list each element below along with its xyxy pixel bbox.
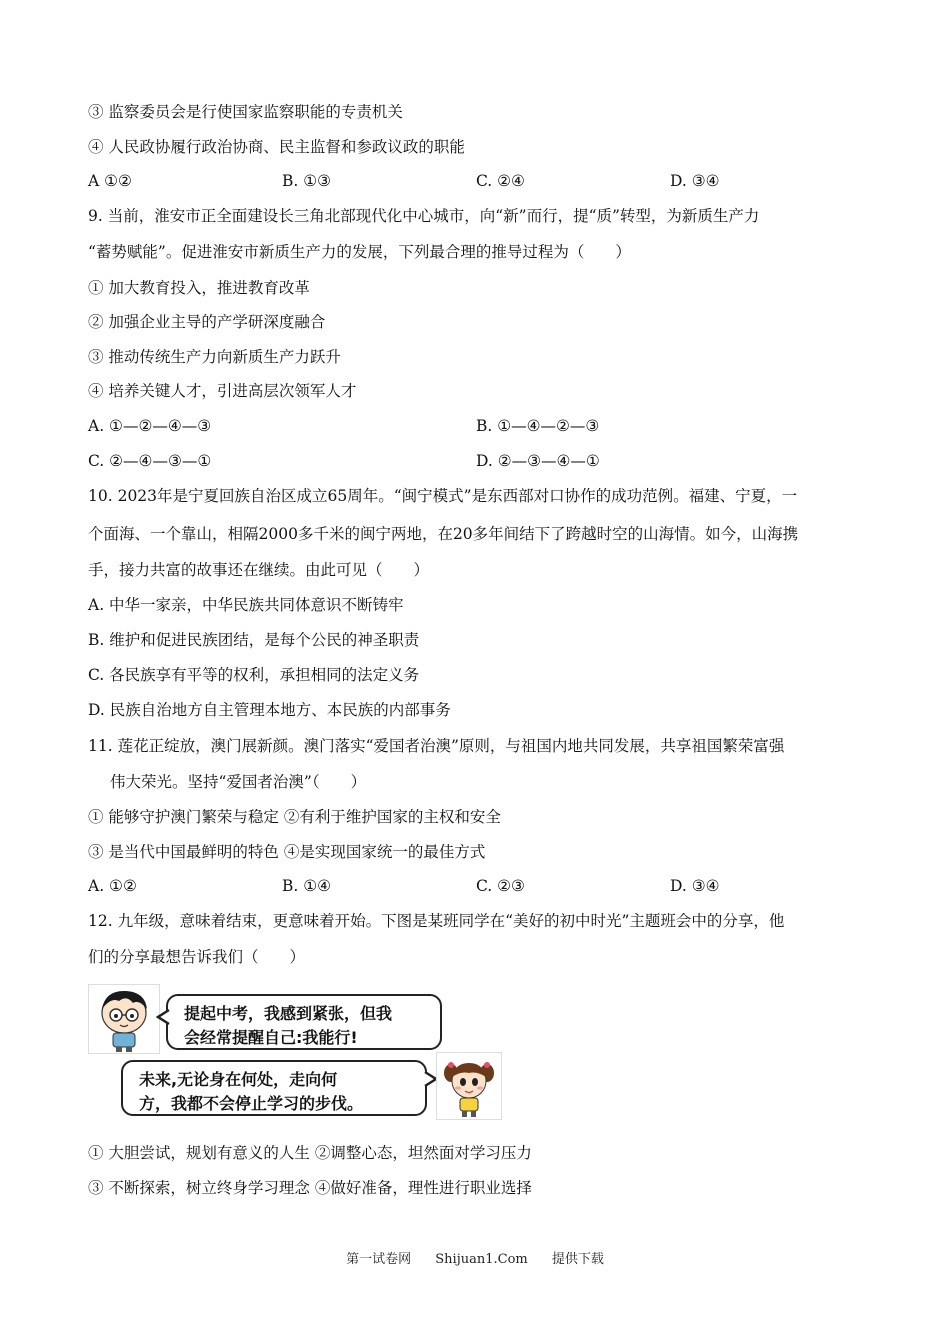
q12-statements-2: ③ 不断探索，树立终身学习理念 ④做好准备，理性进行职业选择 [88,1179,532,1197]
q10-stem-line2: 个面海、一个靠山，相隔2000多千米的闽宁两地，在20多年间结下了跨越时空的山海情。如今，山海携 [88,525,799,543]
q12-stem-line1: 12. 九年级，意味着结束，更意味着开始。下图是某班同学在“美好的初中时光”主题班会中的分享，他 [88,912,785,930]
q12-statements-1: ① 大胆尝试，规划有意义的人生 ②调整心态，坦然面对学习压力 [88,1144,532,1162]
bubble1-line1: 提起中考，我感到紧张，但我 [184,1004,393,1023]
footer-download-note: 提供下载 [551,1252,604,1267]
q11-option-c: C. ②③ [476,877,525,895]
q11-option-a: A. ①② [88,877,137,895]
q9-item-2: ② 加强企业主导的产学研深度融合 [88,313,326,331]
q9-option-a: A. ①—②—④—③ [88,417,212,435]
boy-cartoon-icon [88,984,160,1054]
q11-stem-line1: 11. 莲花正绽放，澳门展新颜。澳门落实“爱国者治澳”原则，与祖国内地共同发展，共享祖国繁荣富强 [88,737,785,755]
q10-option-c: C. 各民族享有平等的权利，承担相同的法定义务 [88,666,420,684]
q10-stem-line3: 手，接力共富的故事还在继续。由此可见（ ） [88,561,430,579]
footer-site-name: 第一试卷网 [346,1252,412,1267]
q8-option-d: D. ③④ [670,172,720,190]
q9-item-4: ④ 培养关键人才，引进高层次领军人才 [88,382,357,400]
q8-option-a: A ①② [88,172,132,190]
q9-option-b: B. ①—④—②—③ [476,417,600,435]
bubble2-line2: 方，我都不会停止学习的步伐。 [139,1094,364,1113]
footer-site-domain: Shijuan1.Com [435,1252,528,1267]
q12-stem-line2: 们的分享最想告诉我们（ ） [88,948,306,966]
bubble1-tail-icon [156,1008,170,1026]
speech-bubble-2 [121,1060,427,1116]
q10-stem-line1: 10. 2023年是宁夏回族自治区成立65周年。“闽宁模式”是东西部对口协作的成功范例。福建、宁夏，一 [88,487,798,505]
q9-item-1: ① 加大教育投入，推进教育改革 [88,279,310,297]
q9-option-c: C. ②—④—③—① [88,452,212,470]
speech-bubble-1 [166,994,442,1050]
q9-stem-line2: “蓄势赋能”。促进淮安市新质生产力的发展，下列最合理的推导过程为（ ） [88,243,631,261]
page-footer [0,1248,950,1267]
q10-option-d: D. 民族自治地方自主管理本地方、本民族的内部事务 [88,701,451,719]
statement-3: ③ 监察委员会是行使国家监察职能的专责机关 [88,103,403,121]
q11-stem-line2: 伟大荣光。坚持“爱国者治澳”（ ） [110,773,367,791]
q11-statements-2: ③ 是当代中国最鲜明的特色 ④是实现国家统一的最佳方式 [88,843,486,861]
q8-option-b: B. ①③ [282,172,332,190]
bubble2-line1: 未来,无论身在何处，走向何 [139,1070,338,1089]
q9-option-d: D. ②—③—④—① [476,452,600,470]
q11-option-d: D. ③④ [670,877,720,895]
q10-option-a: A. 中华一家亲，中华民族共同体意识不断铸牢 [88,596,404,614]
q10-option-b: B. 维护和促进民族团结，是每个公民的神圣职责 [88,631,420,649]
girl-cartoon-icon [436,1052,502,1120]
q9-item-3: ③ 推动传统生产力向新质生产力跃升 [88,348,341,366]
q8-option-c: C. ②④ [476,172,525,190]
statement-4: ④ 人民政协履行政治协商、民主监督和参政议政的职能 [88,138,465,156]
q9-stem-line1: 9. 当前，淮安市正全面建设长三角北部现代化中心城市，向“新”而行，提“质”转型，为新质生产力 [88,207,760,225]
bubble1-line2: 会经常提醒自己:我能行! [184,1028,358,1047]
q11-option-b: B. ①④ [282,877,332,895]
q11-statements-1: ① 能够守护澳门繁荣与稳定 ②有利于维护国家的主权和安全 [88,808,501,826]
